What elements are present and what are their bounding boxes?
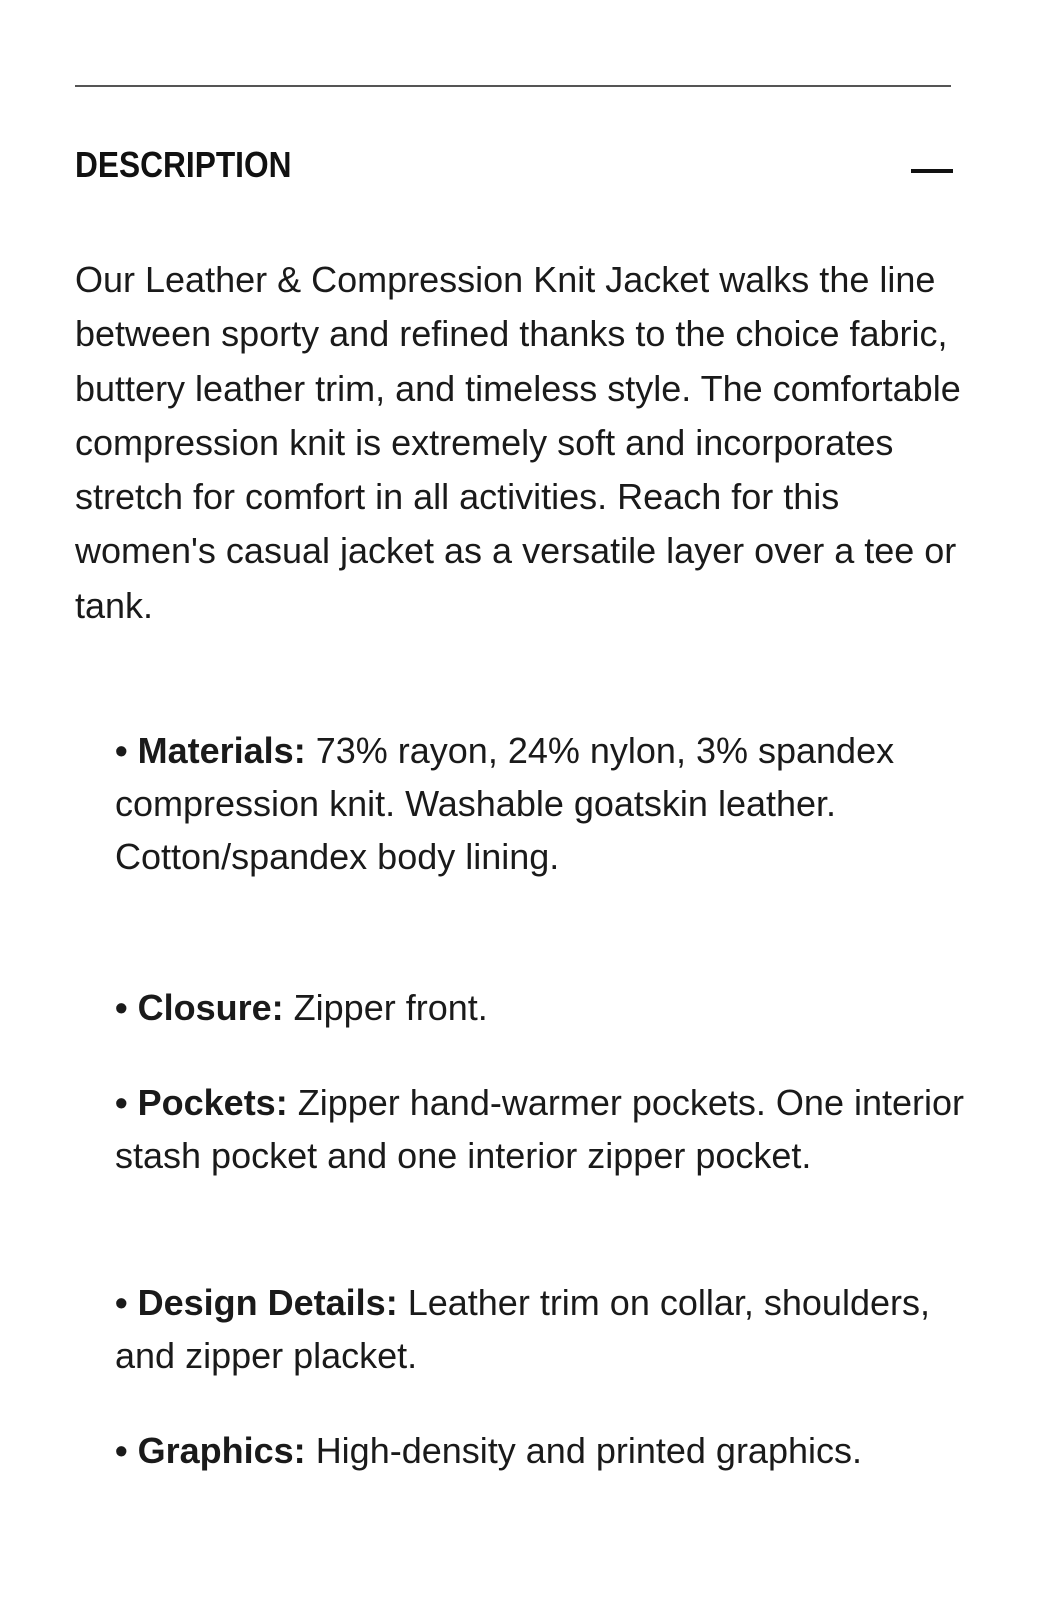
bullet: •: [115, 730, 128, 771]
feature-item-design-details: [115, 1276, 965, 1382]
feature-item-pockets: [115, 1076, 965, 1182]
bullet: •: [115, 987, 128, 1028]
feature-label: Closure:: [137, 987, 284, 1028]
feature-text: High-density and printed graphics.: [315, 1430, 862, 1471]
feature-text: Zipper hand-warmer pockets. One interior stash pocket and one interior zipper pocket.: [115, 1082, 964, 1176]
bullet: •: [115, 1430, 128, 1471]
feature-label: Design Details:: [137, 1282, 398, 1323]
feature-label: Graphics:: [137, 1430, 306, 1471]
bullet: •: [115, 1282, 128, 1323]
feature-item-graphics: [115, 1424, 965, 1477]
feature-text: 73% rayon, 24% nylon, 3% spandex compression knit. Washable goatskin leather. Cotton/spandex body lining.: [115, 730, 895, 877]
feature-item-materials: [115, 724, 965, 883]
feature-text: Leather trim on collar, shoulders, and zipper placket.: [115, 1282, 930, 1376]
feature-item-closure: [115, 981, 965, 1034]
feature-label: Materials:: [137, 730, 306, 771]
section-divider: [75, 85, 951, 87]
feature-text: Zipper front.: [293, 987, 488, 1028]
bullet: •: [115, 1082, 128, 1123]
section-title: DESCRIPTION: [75, 144, 292, 185]
feature-label: Pockets:: [137, 1082, 288, 1123]
minus-icon[interactable]: [911, 169, 953, 173]
product-description: Our Leather & Compression Knit Jacket walks the line between sporty and refined thanks to the choice fabric, buttery leather trim, and timeless style. The comfortable compression knit is extremely soft and incorporates stretch for comfort in all activities. Reach for this women's casual jacket as a versatile layer over a tee or tank.: [75, 259, 961, 626]
description-accordion-header[interactable]: [75, 138, 955, 198]
